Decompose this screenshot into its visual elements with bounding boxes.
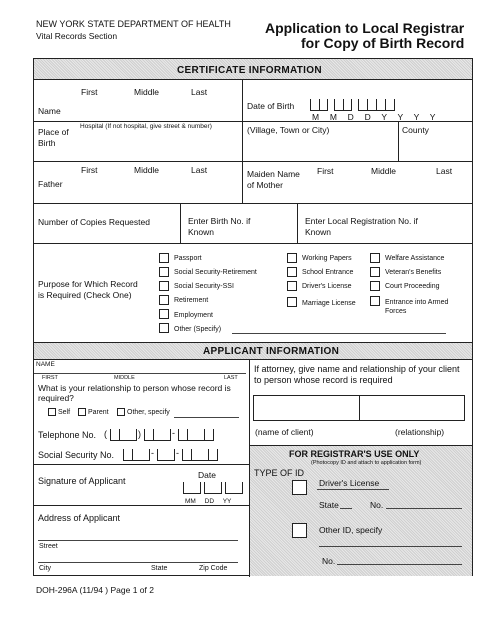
- address-label: Address of Applicant: [38, 513, 121, 523]
- checkbox-employment[interactable]: [159, 309, 169, 319]
- date-format: MM DD YY: [185, 498, 232, 505]
- form-id: DOH-296A (11/94 ) Page 1 of 2: [36, 585, 154, 595]
- checkbox-registrar-drivers-license[interactable]: [292, 480, 307, 495]
- purpose-armed-forces: Entrance into Armed Forces: [385, 299, 449, 315]
- registrar-drivers-license-label: Driver's License: [319, 478, 380, 488]
- applicant-last-caption: LAST: [224, 375, 238, 381]
- dob-format: M M D D Y Y Y Y: [312, 112, 440, 122]
- registrar-no-label: No.: [370, 500, 384, 510]
- checkbox-passport[interactable]: [159, 253, 169, 263]
- street-line[interactable]: [38, 540, 238, 541]
- checkbox-other[interactable]: [159, 323, 169, 333]
- purpose-court: Court Proceeding: [385, 283, 440, 290]
- applicant-first-caption: FIRST: [42, 375, 58, 381]
- applicant-name-label: NAME: [36, 361, 55, 368]
- checkbox-ss-ssi[interactable]: [159, 281, 169, 291]
- purpose-label: Purpose for Which Record is Required (Check One): [38, 279, 138, 300]
- purpose-ss-retirement: Social Security-Retirement: [174, 269, 257, 276]
- checkbox-school-entrance[interactable]: [287, 267, 297, 277]
- local-reg-label: Enter Local Registration No. if Known: [305, 216, 418, 237]
- registrar-state-line[interactable]: [340, 508, 352, 509]
- birth-no-label: Enter Birth No. if Known: [188, 216, 251, 237]
- other-specify-label: Other, specify: [127, 409, 170, 416]
- client-name-caption: (name of client): [255, 427, 314, 437]
- registrar-no-line[interactable]: [386, 508, 462, 509]
- purpose-retirement: Retirement: [174, 297, 209, 304]
- checkbox-marriage-license[interactable]: [287, 297, 297, 307]
- place-of-birth-label: Place of Birth: [38, 127, 69, 148]
- purpose-other: Other (Specify): [174, 326, 222, 333]
- ssn-label: Social Security No.: [38, 450, 115, 460]
- father-label: Father: [38, 179, 63, 189]
- department-name: NEW YORK STATE DEPARTMENT OF HEALTH: [36, 19, 231, 29]
- registrar-other-id-line[interactable]: [319, 546, 462, 547]
- checkbox-retirement[interactable]: [159, 295, 169, 305]
- certificate-banner-title: CERTIFICATE INFORMATION: [177, 65, 322, 76]
- parent-label: Parent: [88, 409, 109, 416]
- relationship-question: What is your relationship to person whose record is required?: [38, 383, 231, 403]
- photocopy-hint: (Photocopy ID and attach to application form): [311, 460, 422, 466]
- ssn-dash-2: -: [176, 448, 179, 458]
- registrar-title: FOR REGISTRAR'S USE ONLY: [289, 449, 420, 459]
- relationship-caption: (relationship): [395, 427, 445, 437]
- registrar-no2-label: No.: [322, 556, 336, 566]
- hospital-hint: Hospital (If not hospital, give street & number): [80, 123, 212, 130]
- purpose-marriage-license: Marriage License: [302, 300, 356, 307]
- checkbox-armed-forces[interactable]: [370, 296, 380, 306]
- father-first-caption: First: [81, 165, 98, 175]
- city-caption: City: [39, 565, 52, 572]
- city-line[interactable]: [38, 562, 238, 563]
- signature-label: Signature of Applicant: [38, 476, 126, 486]
- attorney-label: If attorney, give name and relationship of your client to person whose record is required: [254, 364, 460, 385]
- village-label: (Village, Town or City): [247, 125, 330, 135]
- checkbox-court[interactable]: [370, 281, 380, 291]
- purpose-school-entrance: School Entrance: [302, 269, 354, 276]
- checkbox-drivers-license[interactable]: [287, 281, 297, 291]
- name-label: Name: [38, 106, 61, 116]
- purpose-welfare: Welfare Assistance: [385, 255, 445, 262]
- section-name: Vital Records Section: [36, 31, 118, 41]
- telephone-dash: -: [172, 428, 175, 438]
- mother-middle-caption: Middle: [371, 166, 397, 176]
- purpose-passport: Passport: [174, 255, 202, 262]
- checkbox-ss-retirement[interactable]: [159, 267, 169, 277]
- maiden-name-label: Maiden Name of Mother: [247, 169, 300, 190]
- ssn-group-boxes[interactable]: [157, 449, 175, 461]
- checkbox-veterans[interactable]: [370, 267, 380, 277]
- purpose-working-papers: Working Papers: [302, 255, 352, 262]
- self-label: Self: [58, 409, 71, 416]
- telephone-close-paren: ): [138, 429, 141, 439]
- date-month-boxes[interactable]: [183, 482, 201, 494]
- state-caption: State: [151, 565, 168, 572]
- application-form: [33, 58, 473, 576]
- father-middle-caption: Middle: [134, 165, 160, 175]
- other-specify-line[interactable]: [232, 333, 446, 334]
- telephone-label: Telephone No.: [38, 430, 97, 440]
- date-day-boxes[interactable]: [204, 482, 222, 494]
- form-title-line2: for Copy of Birth Record: [301, 35, 465, 51]
- name-last-caption: Last: [191, 87, 208, 97]
- purpose-ss-ssi: Social Security-SSI: [174, 283, 234, 290]
- checkbox-working-papers[interactable]: [287, 253, 297, 263]
- mother-first-caption: First: [317, 166, 334, 176]
- applicant-name-line[interactable]: [34, 373, 246, 374]
- date-label: Date: [198, 470, 216, 480]
- checkbox-self[interactable]: [48, 408, 56, 416]
- dob-label: Date of Birth: [247, 101, 295, 111]
- other-relationship-line[interactable]: [174, 417, 239, 418]
- checkbox-welfare[interactable]: [370, 253, 380, 263]
- checkbox-other-relationship[interactable]: [117, 408, 125, 416]
- form-title-line1: Application to Local Registrar: [265, 20, 465, 36]
- street-caption: Street: [39, 543, 58, 550]
- father-last-caption: Last: [191, 165, 208, 175]
- date-year-boxes[interactable]: [225, 482, 243, 494]
- registrar-other-id-label: Other ID, specify: [319, 525, 383, 535]
- name-middle-caption: Middle: [134, 87, 160, 97]
- zip-caption: Zip Code: [199, 565, 228, 572]
- ssn-dash-1: -: [151, 448, 154, 458]
- registrar-state-label: State: [319, 500, 339, 510]
- county-label: County: [402, 125, 429, 135]
- name-first-caption: First: [81, 87, 98, 97]
- telephone-open-paren: (: [104, 429, 107, 439]
- registrar-no2-line[interactable]: [337, 564, 462, 565]
- checkbox-registrar-other-id[interactable]: [292, 523, 307, 538]
- checkbox-parent[interactable]: [78, 408, 86, 416]
- purpose-veterans: Veteran's Benefits: [385, 269, 442, 276]
- purpose-employment: Employment: [174, 312, 213, 319]
- copies-label: Number of Copies Requested: [38, 217, 150, 227]
- applicant-banner-title: APPLICANT INFORMATION: [203, 346, 340, 357]
- mother-last-caption: Last: [436, 166, 453, 176]
- applicant-middle-caption: MIDDLE: [114, 375, 135, 381]
- type-of-id-label: TYPE OF ID: [254, 468, 305, 478]
- purpose-drivers-license: Driver's License: [302, 283, 352, 290]
